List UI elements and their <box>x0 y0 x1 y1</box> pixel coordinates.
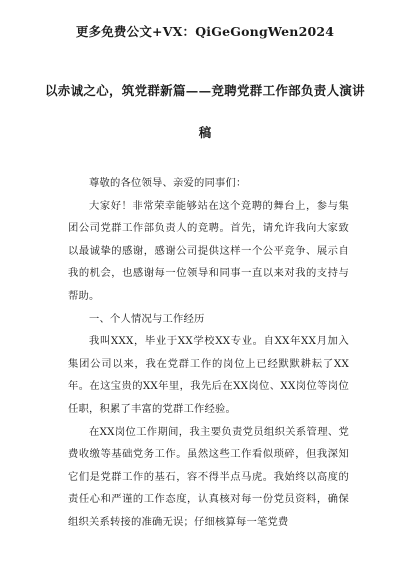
body-paragraph-1: 大家好！非常荣幸能够站在这个竞聘的舞台上，参与集团公司党群工作部负责人的竞聘。首先，请允许我向大家致以最诚挚的感谢，感谢公司提供这样一个公平竞争、展示自我的机会，也感谢每一位领导和同事一直以来对我的支持与帮助。 <box>68 199 349 302</box>
body-paragraph-2: 我叫XXX，毕业于XX学校XX专业。自XX年XX月加入集团公司以来，我在党群工作的岗位上已经默默耕耘了XX年。在这宝贵的XX年里，我先后在XX岗位、XX岗位等岗位任职，积累了丰富的党群工作经验。 <box>68 335 349 415</box>
document-title-line-1: 以赤诚之心，筑党群新篇——竞聘党群工作部负责人演讲 <box>44 83 365 98</box>
document-title-line-2: 稿 <box>198 125 212 140</box>
promo-header: 更多免费公文+VX：QiGeGongWen2024 <box>75 24 335 39</box>
salutation: 尊敬的各位领导、亲爱的同事们： <box>89 177 247 189</box>
section-heading-1: 一、个人情况与工作经历 <box>89 312 205 325</box>
document-body <box>68 172 349 534</box>
body-paragraph-3: 在XX岗位工作期间，我主要负责党员组织关系管理、党费收缴等基础党务工作。虽然这些工作看似琐碎，但我深知它们是党群工作的基石，容不得半点马虎。我始终以高度的责任心和严谨的工作态度，认真核对每一份党员资料，确保组织关系转接的准确无误；仔细核算每一笔党费 <box>68 425 349 528</box>
